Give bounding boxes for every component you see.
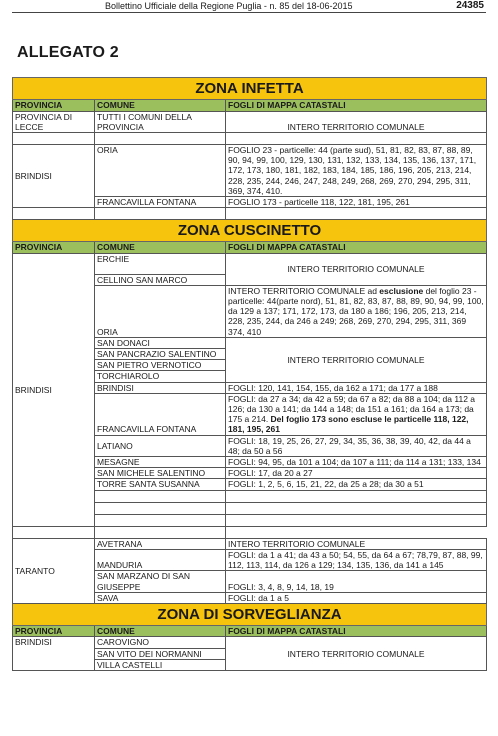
comune-cell: AVETRANA <box>95 538 226 549</box>
comune-cell: TUTTI I COMUNI DELLA PROVINCIA <box>95 111 226 132</box>
col-provincia: PROVINCIA <box>13 100 95 112</box>
provincia-cell: TARANTO <box>13 538 95 603</box>
col-provincia: PROVINCIA <box>13 242 95 254</box>
comune-cell: FRANCAVILLA FONTANA <box>95 196 226 207</box>
fogli-cell: FOGLI: 17, da 20 a 27 <box>226 468 487 479</box>
table-row <box>13 253 487 274</box>
column-header-row <box>13 625 487 637</box>
comune-cell: SAVA <box>95 592 226 603</box>
col-fogli: FOGLI DI MAPPA CATASTALI <box>226 100 487 112</box>
comune-cell: TORCHIAROLO <box>95 371 226 382</box>
comune-cell: CELLINO SAN MARCO <box>95 274 226 285</box>
fogli-cell: FOGLI: 3, 4, 8, 9, 14, 18, 19 <box>226 571 487 592</box>
zona-cuscinetto-title: ZONA CUSCINETTO <box>13 220 487 242</box>
comune-cell: SAN DONACI <box>95 337 226 348</box>
fogli-cell: FOGLI: 18, 19, 25, 26, 27, 29, 34, 35, 36, 38, 39, 40, 42, da 44 a 48; da 50 a 56 <box>226 435 487 456</box>
page-number: 24385 <box>456 0 484 11</box>
comune-cell: MANDURIA <box>95 549 226 570</box>
comune-cell: MESAGNE <box>95 457 226 468</box>
allegato-heading: ALLEGATO 2 <box>17 44 119 61</box>
zones-table <box>12 77 487 671</box>
table-row <box>13 144 487 196</box>
comune-cell: SAN VITO DEI NORMANNI <box>95 648 226 659</box>
fogli-cell: FOGLI: 1, 2, 5, 6, 15, 21, 22, da 25 a 28; da 30 a 51 <box>226 479 487 490</box>
fogli-cell: INTERO TERRITORIO COMUNALE <box>226 337 487 382</box>
col-fogli: FOGLI DI MAPPA CATASTALI <box>226 242 487 254</box>
zone-header-row <box>13 78 487 100</box>
table-row <box>13 132 487 144</box>
col-comune: COMUNE <box>95 625 226 637</box>
comune-cell: ORIA <box>95 285 226 337</box>
provincia-cell: BRINDISI <box>13 144 95 207</box>
comune-cell: ERCHIE <box>95 253 226 274</box>
col-comune: COMUNE <box>95 100 226 112</box>
col-provincia: PROVINCIA <box>13 625 95 637</box>
comune-cell: FRANCAVILLA FONTANA <box>95 393 226 435</box>
fogli-cell: INTERO TERRITORIO COMUNALE <box>226 637 487 671</box>
fogli-cell: INTERO TERRITORIO COMUNALE <box>226 538 487 549</box>
table-row <box>13 637 487 648</box>
col-comune: COMUNE <box>95 242 226 254</box>
zona-sorveglianza-title: ZONA DI SORVEGLIANZA <box>13 603 487 625</box>
column-header-row <box>13 242 487 254</box>
table-row <box>13 111 487 132</box>
zona-infetta-title: ZONA INFETTA <box>13 78 487 100</box>
fogli-cell: FOGLIO 23 - particelle: 44 (parte sud), 51, 81, 82, 83, 87, 88, 89, 90, 94, 99, 100, 129, 130, 131, 132, 133, 134, 135, 136, 137, 171, 172, 173, 180, 181, 182, 183, 184, 185, 186, 196, 205, 213, 214, 228, 235, 244, 246, 247, 248, 249, 268, 269, 270, 294, 295, 311, 369, 374, 410. <box>226 144 487 196</box>
comune-cell: CAROVIGNO <box>95 637 226 648</box>
fogli-cell: FOGLI: da 1 a 41; da 43 a 50; 54, 55, da 64 a 67; 78,79, 87, 88, 99, 112, 113, 114, da 126 a 129; 134, 135, 136, da 141 a 145 <box>226 549 487 570</box>
fogli-cell: INTERO TERRITORIO COMUNALE ad esclusione del foglio 23 - particelle: 44(parte nord), 51, 81, 82, 83, 87, 88, 89, 90, 94, 99, 100, da 129 a 137; 171, 172, 173, da 180 a 186; 196, 205, 213, 214, 228, 235, 244, da 246 a 249; 268, 269, 270, 294, 295, 311, 369 374, 410 <box>226 285 487 337</box>
column-header-row <box>13 100 487 112</box>
fogli-cell: INTERO TERRITORIO COMUNALE <box>226 253 487 285</box>
comune-cell: BRINDISI <box>95 382 226 393</box>
comune-cell: ORIA <box>95 144 226 196</box>
provincia-cell: BRINDISI <box>13 637 95 671</box>
provincia-cell: PROVINCIA DI LECCE <box>13 111 95 132</box>
comune-cell: SAN PIETRO VERNOTICO <box>95 360 226 371</box>
fogli-cell: FOGLI: 94, 95, da 101 a 104; da 107 a 111; da 114 a 131; 133, 134 <box>226 457 487 468</box>
fogli-cell: INTERO TERRITORIO COMUNALE <box>226 111 487 132</box>
table-row <box>13 526 487 538</box>
comune-cell: SAN PANCRAZIO SALENTINO <box>95 349 226 360</box>
comune-cell: LATIANO <box>95 435 226 456</box>
zone-header-row <box>13 603 487 625</box>
header-divider <box>12 12 486 13</box>
comune-cell: SAN MICHELE SALENTINO <box>95 468 226 479</box>
col-fogli: FOGLI DI MAPPA CATASTALI <box>226 625 487 637</box>
provincia-cell: BRINDISI <box>13 253 95 526</box>
comune-cell: TORRE SANTA SUSANNA <box>95 479 226 490</box>
bulletin-header <box>0 0 498 14</box>
fogli-cell: FOGLI: 120, 141, 154, 155, da 162 a 171; da 177 a 188 <box>226 382 487 393</box>
table-row <box>13 208 487 220</box>
fogli-cell: FOGLI: da 1 a 5 <box>226 592 487 603</box>
table-row <box>13 538 487 549</box>
comune-cell: VILLA CASTELLI <box>95 659 226 670</box>
zone-header-row <box>13 220 487 242</box>
comune-cell: SAN MARZANO DI SAN GIUSEPPE <box>95 571 226 592</box>
fogli-cell: FOGLI: da 27 a 34; da 42 a 59; da 67 a 82; da 88 a 104; da 112 a 126; da 130 a 141; da 144 a 148; da 151 a 161; da 164 a 173; da 175 a 214. Del foglio 173 sono escluse le particelle 118, 122, 181, 195, 261 <box>226 393 487 435</box>
bulletin-title: Bollettino Ufficiale della Regione Puglia - n. 85 del 18-06-2015 <box>105 1 353 11</box>
fogli-cell: FOGLIO 173 - particelle 118, 122, 181, 195, 261 <box>226 196 487 207</box>
